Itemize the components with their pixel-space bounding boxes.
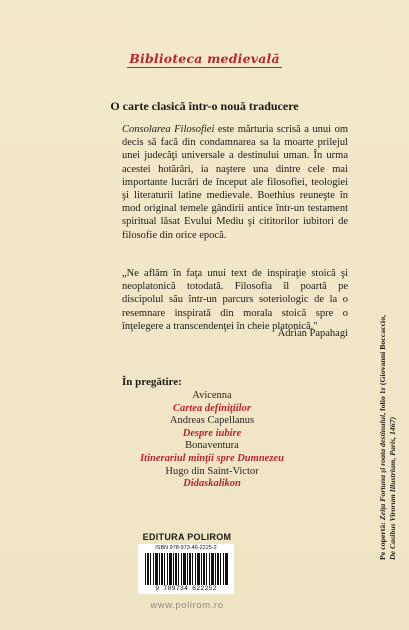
description bbox=[122, 123, 348, 242]
isbn-label: ISBN 978-973-46-2225-2 bbox=[155, 545, 217, 551]
book-title-forthcoming: Cartea definiţiilor bbox=[173, 402, 251, 414]
series-header bbox=[0, 50, 409, 68]
book-author: Bonaventura bbox=[185, 440, 239, 452]
book-author: Avicenna bbox=[192, 390, 232, 401]
credit-label: Pe copertă: bbox=[378, 520, 387, 560]
publisher-website: www.polirom.ro bbox=[150, 600, 224, 611]
book-title-forthcoming: Itinerariul minţii spre Dumnezeu bbox=[140, 452, 284, 464]
forthcoming-heading: În pregătire: bbox=[122, 376, 182, 388]
book-author: Andreas Capellanus bbox=[169, 415, 255, 427]
forthcoming-list bbox=[122, 390, 302, 491]
book-title-forthcoming: Didaskalikon bbox=[183, 478, 241, 490]
credit-title: Zeiţa Fortuna şi roata destinului bbox=[378, 414, 387, 521]
barcode-bars bbox=[145, 553, 229, 585]
barcode-digits: 9 789734 622252 bbox=[155, 585, 217, 592]
book-title: Consolarea Filosofiei bbox=[122, 124, 215, 135]
quote-text: „Ne aflăm în faţa unui text de inspiraţie stoică şi neoplatonică totodată. Filosofia îl poartă pe discipolul său într-un parcurs soteriologic de la o resemnare inspirată din morala stoică spre o înţelegere a transcendenţei în cheie platonică." bbox=[122, 268, 348, 332]
credit-detail: , folio 1r (Giovanni Boccaccio, bbox=[378, 314, 387, 415]
book-title-forthcoming: Despre iubire bbox=[182, 427, 242, 439]
book-author: Hugo din Saint-Victor bbox=[165, 465, 259, 477]
description-body: este mărturia scrisă a unui om decis să facă din condamnarea sa la moarte prilejul unei judecăţi universale a destinului uman. În urma acestei hotărâri, ia naştere una dintre cele mai importante lucrări de început ale filosofiei, teologiei şi literaturii latine medievale. Boethius reuneşte în mod original temele gândirii antice într-un testament spiritual lăsat Evului Mediu şi cititorilor iubitori de filosofie din orice epocă. bbox=[122, 124, 348, 241]
series-label: Biblioteca medievală bbox=[129, 51, 280, 66]
barcode bbox=[138, 544, 234, 594]
publisher-name: EDITURA POLIROM bbox=[142, 532, 232, 542]
cover-credit bbox=[378, 220, 398, 560]
credit-source: De Casibus Virorum Illustrium, Paris, 1467) bbox=[388, 416, 398, 560]
quote-author: Adrian Papahagi bbox=[277, 328, 348, 339]
headline: O carte clasică într-o nouă traducere bbox=[110, 99, 299, 113]
